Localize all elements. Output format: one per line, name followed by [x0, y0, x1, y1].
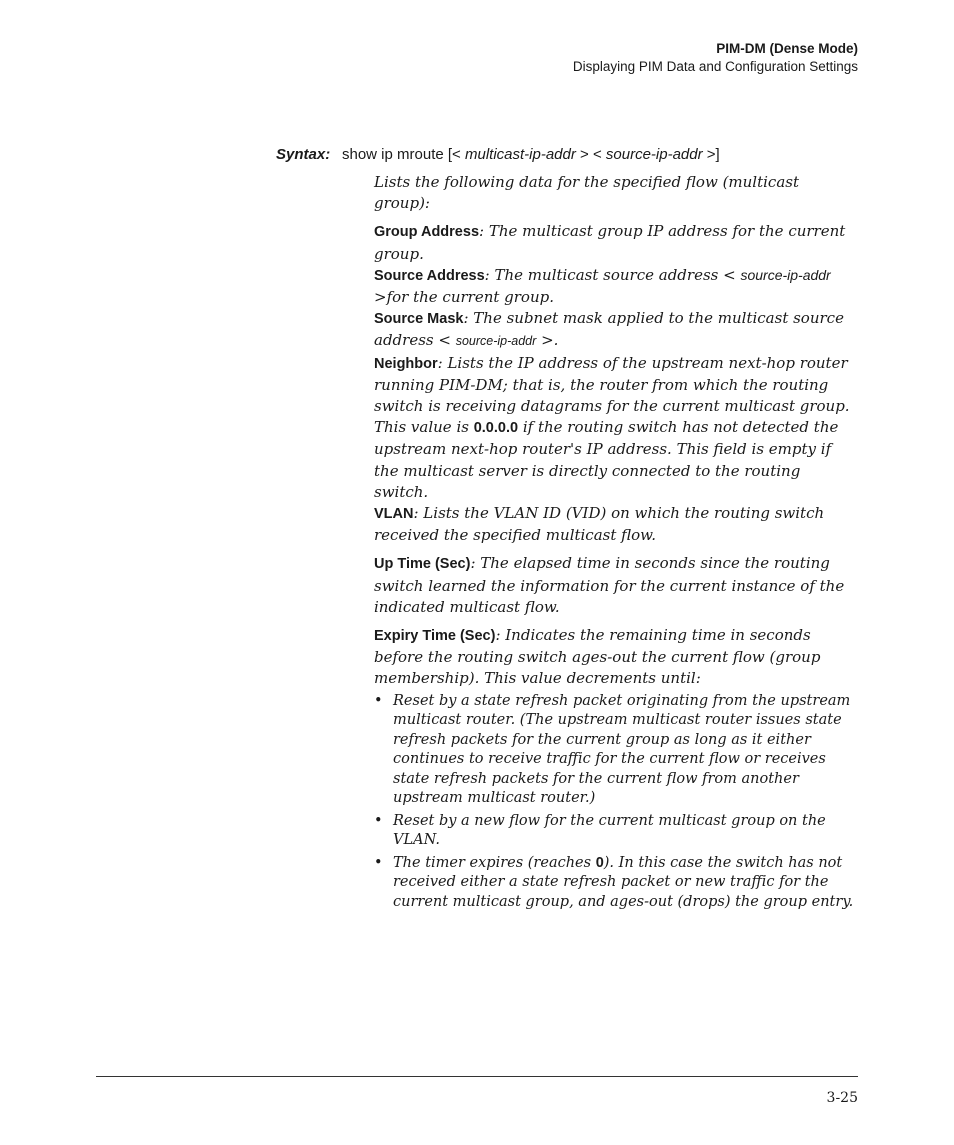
field-desc: : Indicates the remaining time in seconds before the routing switch ages-out the current flow (group membership). This value decrements until:	[374, 626, 821, 688]
command-text-start: show ip mroute [<	[342, 146, 465, 163]
intro-paragraph: Lists the following data for the specified flow (multicast group):	[374, 173, 799, 213]
description-block	[374, 172, 854, 915]
field-neighbor	[374, 353, 854, 503]
source-ip-addr-param: source-ip-addr	[605, 146, 703, 163]
field-group-address	[374, 221, 854, 264]
field-param: source-ip-addr	[455, 334, 537, 349]
field-term: Source Address	[374, 267, 485, 284]
field-term: Neighbor	[374, 355, 438, 372]
footer-rule	[96, 1076, 858, 1077]
field-desc: : The subnet mask applied to the multicast source address <	[374, 309, 844, 350]
list-item: • Reset by a state refresh packet originating from the upstream multicast router. (The upstream multicast router issues state refresh packets for the current group as long as it either continues to receive traffic for the current flow or receives state refresh packets for the current flow from another upstream multicast router.)	[374, 692, 854, 809]
list-item: • Reset by a new flow for the current multicast group on the VLAN.	[374, 812, 854, 851]
command-text-end: >]	[702, 146, 720, 163]
page-number: 3-25	[826, 1090, 858, 1106]
bullet-text: ). In this case the switch has not received either a state refresh packet or new traffic for the current multicast group, and ages-out (drops) the group entry.	[393, 854, 854, 910]
field-desc: : Lists the VLAN ID (VID) on which the routing switch received the specified multicast flow.	[374, 504, 825, 545]
syntax-line	[276, 145, 876, 165]
field-source-address	[374, 265, 854, 308]
expiry-conditions-list	[374, 692, 854, 913]
field-term: Source Mask	[374, 311, 464, 328]
field-desc: : The multicast group IP address for the current group.	[374, 222, 846, 263]
bullet-value: 0	[595, 854, 604, 871]
field-term: Group Address	[374, 224, 480, 241]
field-desc: : The elapsed time in seconds since the routing switch learned the information for the current instance of the indicated multicast flow.	[374, 554, 845, 616]
field-desc: if the routing switch has not detected the upstream next-hop router's IP address. This field is empty if the multicast server is directly connected to the routing switch.	[374, 418, 839, 501]
field-desc: >for the current group.	[374, 288, 554, 307]
field-desc: : Lists the IP address of the upstream next-hop router running PIM-DM; that is, the router from which the routing switch is receiving datagrams for the current multicast group. This value is	[374, 353, 850, 437]
chapter-title: PIM-DM (Dense Mode)	[716, 41, 858, 56]
field-source-mask	[374, 308, 854, 352]
section-title: Displaying PIM Data and Configuration Settings	[572, 59, 858, 74]
field-desc: >.	[536, 331, 559, 350]
command-text-mid: > <	[575, 146, 606, 163]
multicast-ip-addr-param: multicast-ip-addr	[464, 146, 576, 163]
field-expiry-time	[374, 625, 854, 690]
field-term: Up Time (Sec)	[374, 556, 471, 573]
field-up-time	[374, 553, 854, 618]
field-param: source-ip-addr	[740, 266, 831, 283]
field-term: Expiry Time (Sec)	[374, 628, 496, 645]
list-item	[374, 854, 854, 913]
field-vlan	[374, 503, 854, 546]
field-desc: : The multicast source address <	[484, 265, 741, 284]
field-term: VLAN	[374, 506, 414, 523]
running-header	[573, 40, 858, 76]
bullet-text: The timer expires (reaches	[393, 854, 596, 871]
syntax-label: Syntax:	[276, 146, 331, 163]
field-value: 0.0.0.0	[473, 420, 519, 437]
